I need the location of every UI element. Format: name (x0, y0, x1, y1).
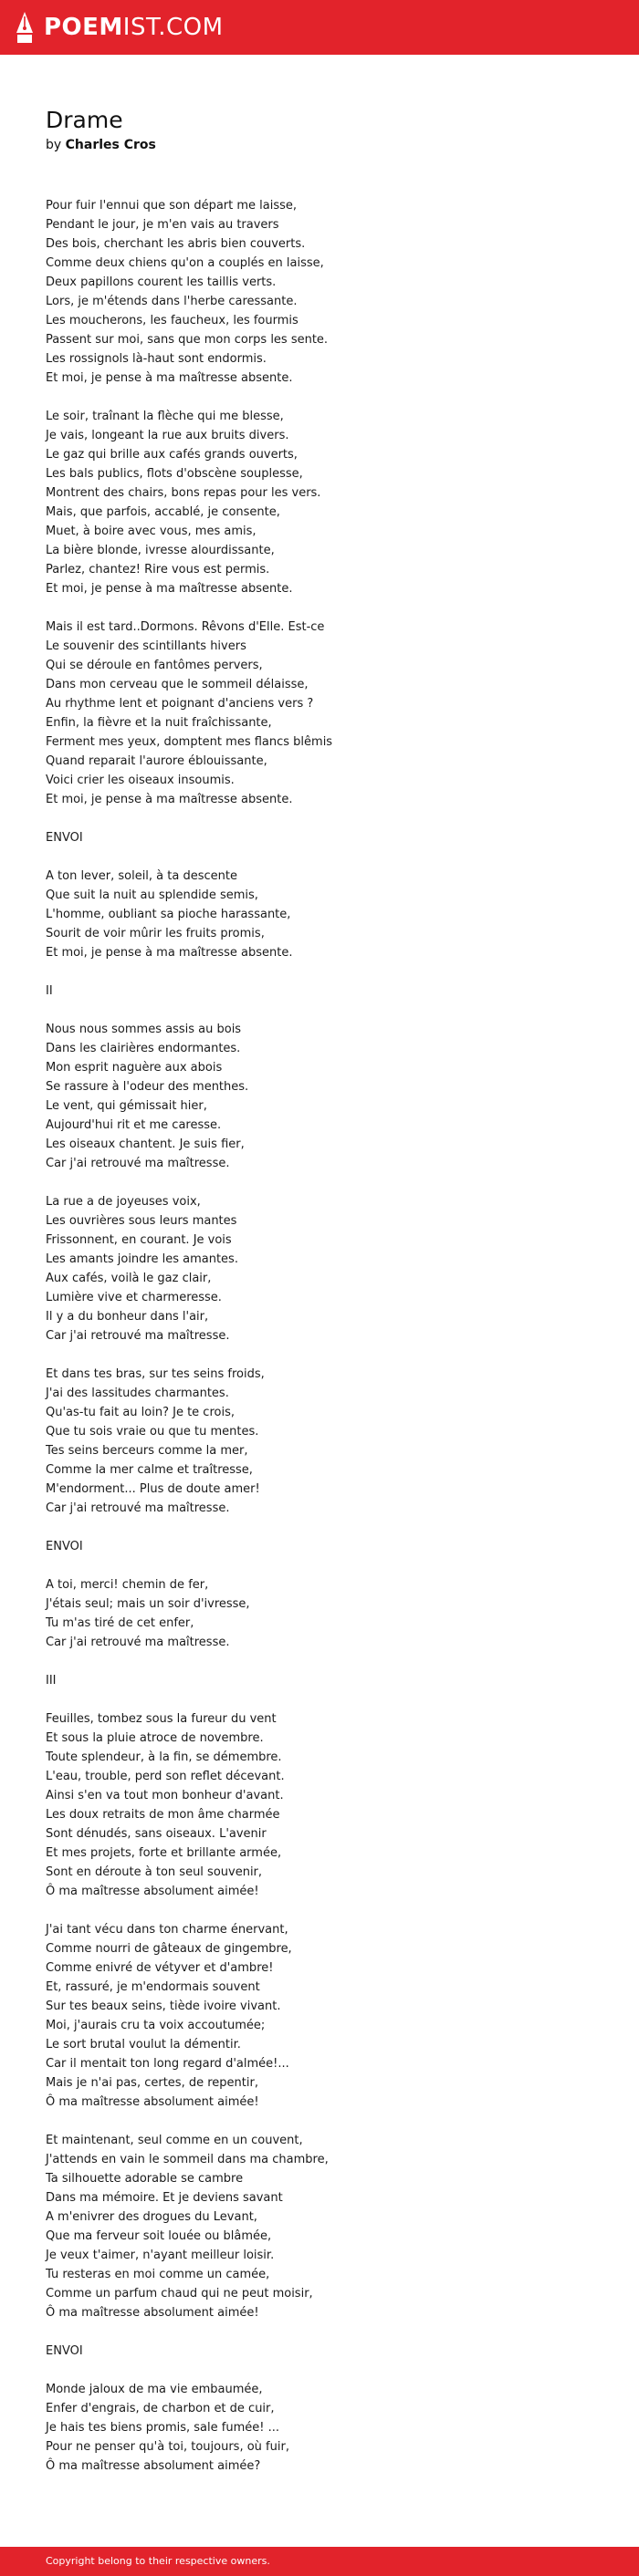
poem-line: ENVOI (46, 1540, 83, 1553)
stanza-gap (46, 1173, 593, 1192)
poem-line: Moi, j'aurais cru ta voix accoutumée; (46, 2019, 266, 2032)
poem-line: Mon esprit naguère aux abois (46, 1061, 223, 1075)
poem-line: La rue a de joyeuses voix, (46, 1195, 201, 1209)
stanza (46, 2131, 593, 2322)
poem-line: Lors, je m'étends dans l'herbe caressante. (46, 295, 298, 308)
stanza (46, 2342, 593, 2361)
poem-line: Car j'ai retrouvé ma maîtresse. (46, 1501, 230, 1515)
poem-line: II (46, 984, 53, 998)
poem-line: Ô ma maîtresse absolument aimée! (46, 2306, 259, 2320)
poem-line: Ferment mes yeux, domptent mes flancs blêmis (46, 735, 333, 749)
poem-line: Sont en déroute à ton seul souvenir, (46, 1865, 263, 1879)
poem-line: Qu'as-tu fait au loin? Je te crois, (46, 1406, 235, 1419)
poem-line: Car j'ai retrouvé ma maîtresse. (46, 1636, 230, 1649)
poem-line: Monde jaloux de ma vie embaumée, (46, 2383, 263, 2396)
poem-line: Le soir, traînant la flèche qui me blesse, (46, 410, 284, 423)
poem-line: ENVOI (46, 831, 83, 845)
poem-line: Frissonnent, en courant. Je vois (46, 1233, 232, 1247)
poem-line: Aujourd'hui rit et me caresse. (46, 1118, 222, 1132)
poem-line: Comme enivré de vétyver et d'ambre! (46, 1961, 274, 1975)
poem-line: J'attends en vain le sommeil dans ma chambre, (46, 2153, 329, 2166)
author-link[interactable]: Charles Cros (65, 138, 156, 152)
stanza (46, 1192, 593, 1345)
site-logo-text (44, 11, 224, 44)
poem-line: Je vais, longeant la rue aux bruits divers. (46, 429, 289, 442)
poem-line: Dans mon cerveau que le sommeil délaisse, (46, 678, 309, 691)
stanza (46, 1575, 593, 1652)
poem-line: J'étais seul; mais un soir d'ivresse, (46, 1597, 250, 1611)
poem-line: A toi, merci! chemin de fer, (46, 1578, 209, 1592)
poem-line: A m'enivrer des drogues du Levant, (46, 2210, 257, 2224)
stanza-gap (46, 388, 593, 407)
poem-line: Car j'ai retrouvé ma maîtresse. (46, 1157, 230, 1170)
poem-line: Les amants joindre les amantes. (46, 1252, 238, 1266)
poem-line: ENVOI (46, 2344, 83, 2358)
poem-line: Je veux t'aimer, n'ayant meilleur loisir. (46, 2249, 275, 2262)
poem-line: Comme deux chiens qu'on a couplés en laisse, (46, 256, 324, 270)
poem-line: Nous nous sommes assis au bois (46, 1023, 242, 1036)
poem-line: Les bals publics, flots d'obscène souplesse, (46, 467, 303, 481)
stanza (46, 1920, 593, 2112)
logo-text-light: IST.COM (122, 14, 224, 41)
stanza (46, 1709, 593, 1901)
stanza-gap (46, 847, 593, 867)
poem-line: Les doux retraits de mon âme charmée (46, 1808, 280, 1822)
poem-line: Et moi, je pense à ma maîtresse absente. (46, 371, 293, 385)
stanza (46, 828, 593, 847)
poem-line: M'endorment... Plus de doute amer! (46, 1482, 260, 1496)
poem-line: Ainsi s'en va tout mon bonheur d'avant. (46, 1789, 284, 1802)
poem-line: Qui se déroule en fantômes pervers, (46, 659, 263, 672)
stanza-gap (46, 1690, 593, 1709)
poem-line: Il y a du bonheur dans l'air, (46, 1310, 209, 1324)
stanza-gap (46, 1556, 593, 1575)
poem-line: Et moi, je pense à ma maîtresse absente. (46, 793, 293, 806)
poem-line: La bière blonde, ivresse alourdissante, (46, 544, 275, 557)
stanza-gap (46, 2361, 593, 2380)
poem-line: J'ai tant vécu dans ton charme énervant, (46, 1923, 288, 1937)
site-header (0, 0, 639, 55)
stanza-gap (46, 962, 593, 982)
poem-line: Ô ma maîtresse absolument aimée! (46, 1885, 259, 1898)
stanza-gap (46, 2112, 593, 2131)
stanza (46, 618, 593, 809)
poem-line: Se rassure à l'odeur des menthes. (46, 1080, 249, 1094)
poem-line: Je hais tes biens promis, sale fumée! ... (46, 2421, 279, 2435)
poem-line: Et mes projets, forte et brillante armée, (46, 1846, 282, 1860)
poem-line: Les ouvrières sous leurs mantes (46, 1214, 237, 1228)
poem-line: Parlez, chantez! Rire vous est permis. (46, 563, 270, 576)
stanza (46, 982, 593, 1001)
poem-line: Sur tes beaux seins, tiède ivoire vivant. (46, 2000, 281, 2013)
poem-line: Voici crier les oiseaux insoumis. (46, 774, 235, 787)
poem-body (46, 196, 593, 2476)
stanza (46, 2380, 593, 2476)
poem-line: J'ai des lassitudes charmantes. (46, 1387, 229, 1400)
poem-line: Et dans tes bras, sur tes seins froids, (46, 1367, 265, 1381)
poem-line: Et moi, je pense à ma maîtresse absente. (46, 582, 293, 596)
poem-line: Toute splendeur, à la fin, se démembre. (46, 1750, 282, 1764)
poem-line: Tes seins berceurs comme la mer, (46, 1444, 248, 1458)
poem-line: Comme un parfum chaud qui ne peut moisir, (46, 2287, 313, 2301)
stanza-gap (46, 598, 593, 618)
poem-line: III (46, 1674, 57, 1688)
poem-content (46, 91, 593, 2476)
by-label: by (46, 138, 62, 152)
poem-line: Quand reparait l'aurore éblouissante, (46, 754, 267, 768)
poem-line: Dans les clairières endormantes. (46, 1042, 241, 1055)
poem-line: Feuilles, tombez sous la fureur du vent (46, 1712, 277, 1726)
stanza (46, 1671, 593, 1690)
stanza (46, 867, 593, 962)
poem-line: Mais je n'ai pas, certes, de repentir, (46, 2076, 258, 2090)
poem-line: Lumière vive et charmeresse. (46, 1291, 222, 1304)
poem-line: Tu resteras en moi comme un camée, (46, 2268, 270, 2281)
poem-line: Muet, à boire avec vous, mes amis, (46, 525, 257, 538)
stanza-gap (46, 1652, 593, 1671)
poem-line: Le gaz qui brille aux cafés grands ouverts, (46, 448, 298, 462)
poem-line: Le sort brutal voulut la démentir. (46, 2038, 241, 2051)
poem-line: Pour ne penser qu'à toi, toujours, où fuir, (46, 2440, 289, 2454)
stanza-gap (46, 1901, 593, 1920)
poem-line: Comme nourri de gâteaux de gingembre, (46, 1942, 292, 1956)
stanza (46, 1365, 593, 1518)
poem-line: Ô ma maîtresse absolument aimée! (46, 2095, 259, 2109)
poem-line: A ton lever, soleil, à ta descente (46, 869, 237, 883)
poem-byline (46, 136, 593, 154)
poem-line: Que suit la nuit au splendide semis, (46, 888, 258, 902)
poem-line: Ta silhouette adorable se cambre (46, 2172, 244, 2186)
poem-line: Montrent des chairs, bons repas pour les vers. (46, 486, 321, 500)
stanza-gap (46, 1518, 593, 1537)
poem-line: Et moi, je pense à ma maîtresse absente. (46, 946, 293, 960)
poem-line: L'homme, oubliant sa pioche harassante, (46, 908, 291, 921)
poem-line: Les oiseaux chantent. Je suis fier, (46, 1137, 245, 1151)
stanza (46, 196, 593, 388)
stanza (46, 407, 593, 598)
copyright-text: Copyright belong to their respective owners. (46, 2555, 270, 2567)
stanza (46, 1537, 593, 1556)
stanza-gap (46, 2322, 593, 2342)
poem-line: Au rhythme lent et poignant d'anciens vers ? (46, 697, 314, 711)
poem-line: Mais il est tard..Dormons. Rêvons d'Elle. Est-ce (46, 620, 325, 634)
poem-line: Enfer d'engrais, de charbon et de cuir, (46, 2402, 275, 2415)
poem-line: Comme la mer calme et traîtresse, (46, 1463, 253, 1477)
poem-line: Et, rassuré, je m'endormais souvent (46, 1980, 260, 1994)
poem-line: Ô ma maîtresse absolument aimée? (46, 2459, 261, 2473)
poem-line: Enfin, la fièvre et la nuit fraîchissante, (46, 716, 272, 730)
poem-line: Passent sur moi, sans que mon corps les sente. (46, 333, 329, 347)
poem-line: Le vent, qui gémissait hier, (46, 1099, 207, 1113)
poem-line: Les rossignols là-haut sont endormis. (46, 352, 267, 366)
stanza-gap (46, 809, 593, 828)
poem-line: Aux cafés, voilà le gaz clair, (46, 1272, 212, 1285)
site-logo-link[interactable] (15, 11, 224, 44)
poem-line: Sont dénudés, sans oiseaux. L'avenir (46, 1827, 267, 1841)
poem-line: Que tu sois vraie ou que tu mentes. (46, 1425, 259, 1439)
poem-line: Des bois, cherchant les abris bien couverts. (46, 237, 306, 251)
poem-title: Drame (46, 107, 123, 133)
poem-line: Car j'ai retrouvé ma maîtresse. (46, 1329, 230, 1343)
poem-line: Et sous la pluie atroce de novembre. (46, 1731, 264, 1745)
stanza (46, 1020, 593, 1173)
poem-line: Le souvenir des scintillants hivers (46, 639, 246, 653)
poem-line: Car il mentait ton long regard d'almée!... (46, 2057, 289, 2071)
poem-line: Sourit de voir mûrir les fruits promis, (46, 927, 265, 940)
poem-line: Tu m'as tiré de cet enfer, (46, 1616, 194, 1630)
poem-line: Que ma ferveur soit louée ou blâmée, (46, 2229, 272, 2243)
pen-nib-icon (15, 11, 35, 44)
stanza-gap (46, 1345, 593, 1365)
poem-line: L'eau, trouble, perd son reflet décevant. (46, 1770, 285, 1783)
poem-line: Pendant le jour, je m'en vais au travers (46, 218, 279, 232)
poem-line: Mais, que parfois, accablé, je consente, (46, 505, 280, 519)
site-footer (0, 2547, 639, 2576)
stanza-gap (46, 1001, 593, 1020)
poem-line: Deux papillons courent les taillis verts. (46, 275, 277, 289)
logo-text-bold: POEM (44, 14, 123, 41)
poem-line: Les moucherons, les faucheux, les fourmis (46, 314, 299, 327)
poem-line: Pour fuir l'ennui que son départ me laisse, (46, 199, 298, 213)
poem-line: Et maintenant, seul comme en un couvent, (46, 2134, 303, 2147)
poem-line: Dans ma mémoire. Et je deviens savant (46, 2191, 283, 2205)
